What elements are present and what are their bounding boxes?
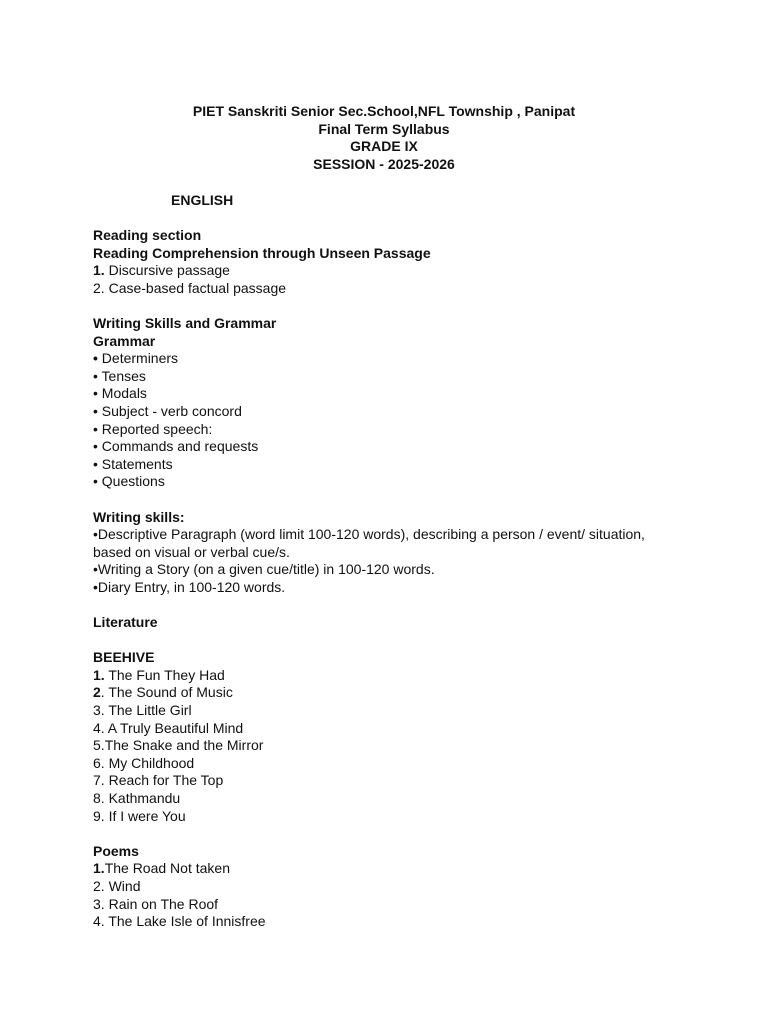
item-text: Modals <box>97 385 147 402</box>
item-number: 6. <box>93 754 105 771</box>
item-number: 1. <box>93 262 105 279</box>
spacer <box>93 596 668 614</box>
item-text: Tenses <box>97 367 146 384</box>
item-text: Subject - verb concord <box>97 402 242 419</box>
item-text: Statements <box>97 455 173 472</box>
item-text: . The Sound of Music <box>100 684 233 701</box>
item-text: Reach for The Top <box>104 772 224 789</box>
document-header <box>0 103 768 173</box>
syllabus-body <box>93 227 668 931</box>
grammar-heading: Grammar <box>93 332 156 349</box>
bullet: • <box>93 526 98 543</box>
item-number: 4. <box>93 913 105 930</box>
poems-heading: Poems <box>93 842 139 859</box>
item-number: 9. <box>93 807 105 824</box>
subject-title: ENGLISH <box>171 192 234 208</box>
writing-grammar-heading: Writing Skills and Grammar <box>93 314 277 331</box>
item-text: The Fun They Had <box>104 666 225 683</box>
bullet: • <box>93 367 98 384</box>
list-item <box>93 385 668 403</box>
bullet: • <box>93 385 98 402</box>
item-text: Determiners <box>97 350 179 367</box>
item-text: If I were You <box>104 807 186 824</box>
list-item <box>93 368 668 386</box>
item-text: The Snake and the Mirror <box>104 737 264 754</box>
item-number: 1. <box>93 666 105 683</box>
term-title: Final Term Syllabus <box>318 120 450 137</box>
item-text: Discursive passage <box>104 262 230 279</box>
item-number: 1. <box>93 860 105 877</box>
list-item <box>93 280 668 298</box>
list-item <box>93 860 668 878</box>
list-item <box>93 878 668 896</box>
list-item <box>93 456 668 474</box>
item-text: Kathmandu <box>104 790 181 806</box>
bullet: • <box>93 402 98 419</box>
item-text: Rain on The Roof <box>104 895 219 912</box>
list-item <box>93 579 668 597</box>
beehive-heading: BEEHIVE <box>93 649 155 666</box>
reading-subheading: Reading Comprehension through Unseen Passage <box>93 244 431 261</box>
school-name: PIET Sanskriti Senior Sec.School,NFL Township , Panipat <box>192 103 576 119</box>
list-item <box>93 684 668 702</box>
item-text: Writing a Story (on a given cue/title) in 100-120 words. <box>97 561 435 578</box>
bullet: • <box>93 455 98 472</box>
item-number: 5. <box>93 737 105 754</box>
item-text: Wind <box>104 877 141 894</box>
list-item <box>93 720 668 738</box>
spacer <box>93 491 668 509</box>
bullet: • <box>93 578 98 595</box>
item-text: The Little Girl <box>104 702 192 719</box>
spacer <box>93 825 668 843</box>
reading-heading: Reading section <box>93 227 202 243</box>
item-text: Questions <box>97 473 165 490</box>
list-item <box>93 808 668 826</box>
bullet: • <box>93 350 98 367</box>
item-text: A Truly Beautiful Mind <box>104 719 244 736</box>
item-text: Reported speech: <box>97 420 213 437</box>
list-item <box>93 526 668 561</box>
item-text: The Lake Isle of Innisfree <box>104 913 266 930</box>
list-item <box>93 421 668 439</box>
spacer <box>93 632 668 650</box>
item-number: 8. <box>93 790 105 806</box>
writing-skills-heading: Writing skills: <box>93 508 185 525</box>
list-item <box>93 561 668 579</box>
item-number: 3. <box>93 702 105 719</box>
item-text: Commands and requests <box>97 438 259 455</box>
list-item <box>93 737 668 755</box>
item-number: 7. <box>93 772 105 789</box>
item-text: Diary Entry, in 100-120 words. <box>97 578 286 595</box>
list-item <box>93 438 668 456</box>
list-item <box>93 755 668 773</box>
item-number: 3. <box>93 895 105 912</box>
bullet: • <box>93 561 98 578</box>
list-item <box>93 473 668 491</box>
list-item <box>93 262 668 280</box>
item-number: 2. <box>93 279 105 296</box>
item-text: Case-based factual passage <box>104 279 287 296</box>
item-number: 2. <box>93 877 105 894</box>
list-item <box>93 667 668 685</box>
list-item <box>93 896 668 914</box>
grade-title: GRADE IX <box>350 138 418 155</box>
item-text: The Road Not taken <box>104 860 230 877</box>
list-item <box>93 403 668 421</box>
item-text: Descriptive Paragraph (word limit 100-120 words), describing a person / event/ situation, based on visual or verbal cue/s. <box>93 526 645 560</box>
list-item <box>93 772 668 790</box>
bullet: • <box>93 438 98 455</box>
list-item <box>93 913 668 931</box>
list-item <box>93 790 668 808</box>
item-text: My Childhood <box>104 754 195 771</box>
list-item <box>93 350 668 368</box>
item-number: 4. <box>93 719 105 736</box>
list-item <box>93 702 668 720</box>
literature-heading: Literature <box>93 614 158 631</box>
bullet: • <box>93 420 98 437</box>
item-number: 2 <box>93 684 101 701</box>
bullet: • <box>93 473 98 490</box>
spacer <box>93 297 668 315</box>
session-title: SESSION - 2025-2026 <box>313 155 455 172</box>
